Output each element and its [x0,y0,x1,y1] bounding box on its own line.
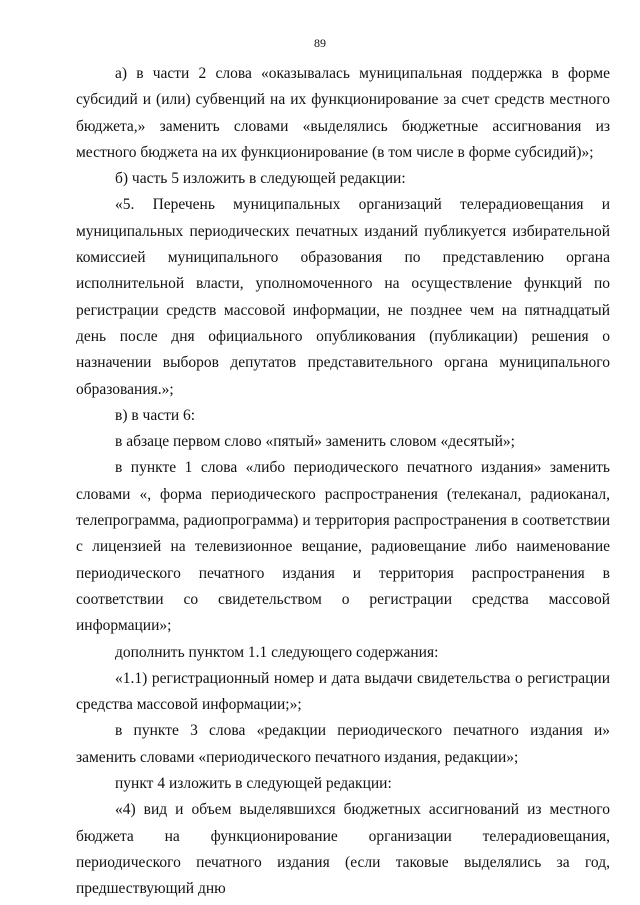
document-body [76,61,610,903]
paragraph-add-item-1-1: дополнить пунктом 1.1 следующего содержания: [115,643,439,661]
paragraph-item-3: в пункте 3 слова «редакции периодического печатного издания и» заменить словами «периодического печатного издания, редакции»; [76,722,610,766]
paragraph-v-intro: в) в части 6: [115,406,196,424]
paragraph-b-intro: б) часть 5 изложить в следующей редакции: [115,170,406,188]
paragraph-item-1: в пункте 1 слова «либо периодического печатного издания» заменить словами «, форма периодического распространения (телеканал, радиоканал, телепрограмма, радиопрограмма) и территория распространения в соответствии с лицензией на телевизионное вещание, радиовещание либо наименование периодического печатного издания и территория распространения в соответствии со свидетельством о регистрации средства массовой информации»; [76,459,610,635]
paragraph-a-part-2: а) в части 2 слова «оказывалась муниципальная поддержка в форме субсидий и (или) субвенций на их функционирование за счет средств местного бюджета,» заменить словами «выделялись бюджетные ассигнования из местного бюджета на их функционирование (в том числе в форме субсидий)»; [76,65,610,161]
paragraph-part-5-text: «5. Перечень муниципальных организаций телерадиовещания и муниципальных периодических печатных изданий публикуется избирательной комиссией муниципального образования по представлению органа исполнительной власти, уполномоченного на осуществление функций по регистрации средств массовой информации, не позднее чем на пятнадцатый день после дня официального опубликования (публикации) решения о назначении выборов депутатов представительного органа муниципального образования.»; [76,196,610,398]
paragraph-item-1-1-text: «1.1) регистрационный номер и дата выдачи свидетельства о регистрации средства массовой информации;»; [76,669,610,714]
paragraph-item-4-text: «4) вид и объем выделявшихся бюджетных ассигнований из местного бюджета на функционирование организации телерадиовещания, периодического печатного издания (если таковые выделялись за год, предшествующий дню [76,801,610,898]
paragraph-first-abzac: в абзаце первом слово «пятый» заменить словом «десятый»; [115,433,515,451]
paragraph-item-4-intro: пункт 4 изложить в следующей редакции: [115,775,392,793]
page-number: 89 [314,36,326,50]
